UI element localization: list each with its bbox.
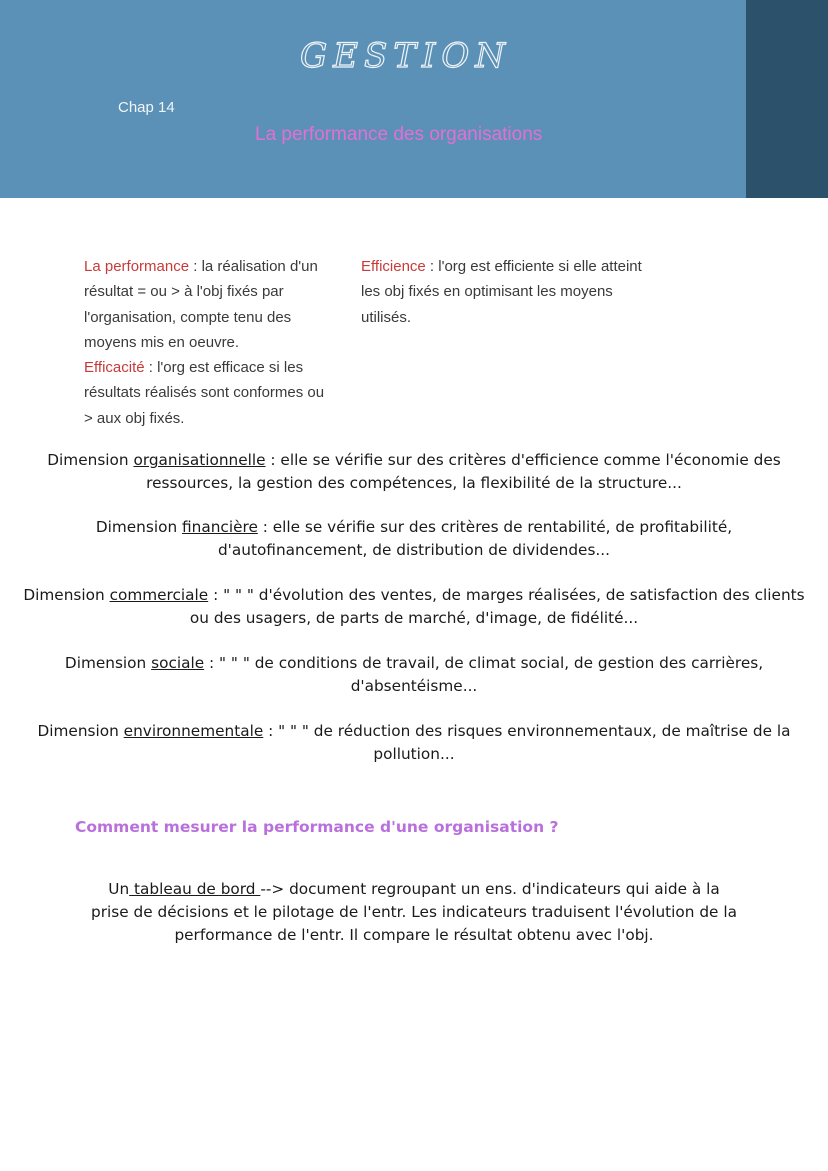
tableau-keyword: tableau de bord	[129, 880, 261, 898]
dimension-keyword: organisationnelle	[133, 451, 266, 469]
dimension-text-line2: d'autofinancement, de distribution de dividendes...	[217, 541, 611, 559]
chapter-label: Chap 14	[118, 99, 175, 116]
definitions-left-column	[84, 254, 334, 431]
definition-efficience-text: : l'org est efficiente si elle atteint les obj fixés en optimisant les moyens utilisés.	[361, 258, 642, 326]
dimension-prefix: Dimension	[23, 586, 110, 604]
page-title: GESTION	[300, 36, 512, 76]
tableau-text-line1: --> document regroupant un ens. d'indicateurs qui aide à la	[260, 880, 720, 898]
dimension-sociale	[0, 652, 828, 698]
dimension-text-line1: : elle se vérifie sur des critères d'efficience comme l'économie des	[265, 451, 781, 469]
tableau-text-line3: performance de l'entr. Il compare le résultat obtenu avec l'obj.	[174, 926, 654, 944]
header-side-block	[746, 0, 828, 198]
definitions-right-column	[361, 254, 651, 330]
term-efficience: Efficience	[361, 258, 426, 275]
dimension-text-line1: : " " " de conditions de travail, de climat social, de gestion des carrières,	[204, 654, 764, 672]
definition-efficacite	[84, 355, 334, 431]
definition-performance-text: : la réalisation d'un résultat = ou > à l'obj fixés par l'organisation, compte tenu des moyens mis en oeuvre.	[84, 258, 318, 351]
dimension-environnementale	[0, 720, 828, 766]
tableau-text-line2: prise de décisions et le pilotage de l'entr. Les indicateurs traduisent l'évolution de la	[91, 903, 737, 921]
term-performance: La performance	[84, 258, 190, 275]
dimension-prefix: Dimension	[95, 518, 183, 536]
definition-efficience	[361, 254, 651, 330]
dimension-prefix: Dimension	[37, 722, 124, 740]
dimension-keyword: sociale	[151, 654, 205, 672]
header-banner	[0, 0, 746, 198]
dimension-text-line2: d'absentéisme...	[350, 677, 478, 695]
dimension-keyword: environnementale	[123, 722, 264, 740]
dimension-text-line2: ou des usagers, de parts de marché, d'image, de fidélité...	[189, 609, 639, 627]
dimension-text-line2: ressources, la gestion des compétences, la flexibilité de la structure...	[146, 474, 682, 492]
dimension-commerciale	[0, 584, 828, 630]
dimension-text-line1: : " " " d'évolution des ventes, de marges réalisées, de satisfaction des clients	[208, 586, 805, 604]
dimension-prefix: Dimension	[64, 654, 152, 672]
definition-performance	[84, 254, 334, 355]
chapter-subtitle: La performance des organisations	[255, 124, 543, 145]
dimension-keyword: commerciale	[109, 586, 209, 604]
tableau-de-bord-paragraph	[0, 878, 828, 947]
dimension-text-line1: : elle se vérifie sur des critères de rentabilité, de profitabilité,	[257, 518, 733, 536]
tableau-prefix: Un	[108, 880, 130, 898]
section-question-heading: Comment mesurer la performance d'une organisation ?	[75, 818, 559, 836]
dimension-text-line2: pollution...	[373, 745, 455, 763]
dimension-prefix: Dimension	[47, 451, 134, 469]
term-efficacite: Efficacité	[84, 359, 145, 377]
dimension-text-line1: : " " " de réduction des risques environnementaux, de maîtrise de la	[263, 722, 791, 740]
dimension-keyword: financière	[182, 518, 258, 536]
dimension-financiere	[0, 516, 828, 562]
dimension-organisationnelle	[0, 449, 828, 495]
definition-efficacite-text: : l'org est efficace si les résultats réalisés sont conformes ou > aux obj fixés.	[84, 359, 325, 427]
